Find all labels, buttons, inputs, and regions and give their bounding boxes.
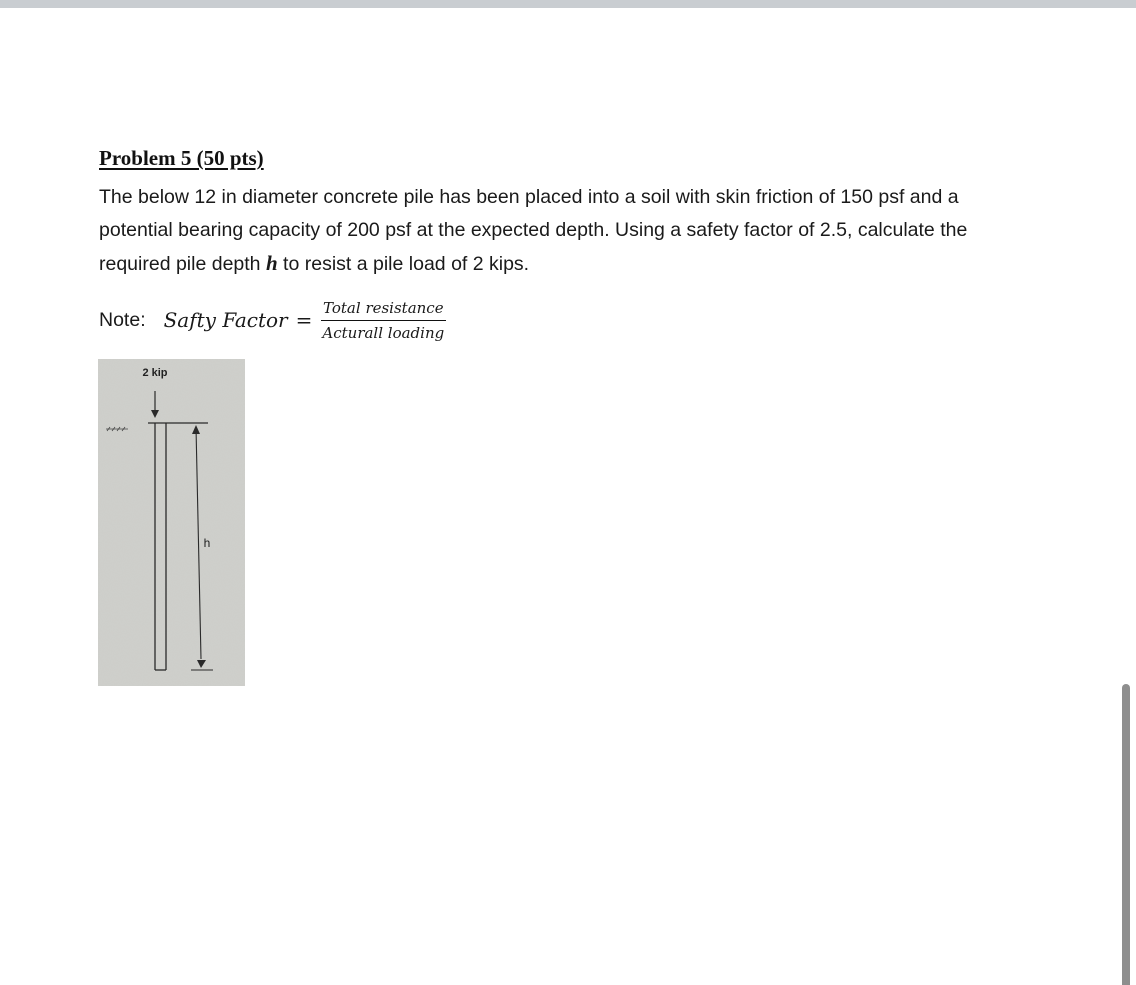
formula-equals: =: [295, 308, 313, 332]
top-toolbar-strip: [0, 0, 1136, 8]
scrollbar-thumb[interactable]: [1122, 684, 1130, 985]
paper-texture: [98, 359, 245, 686]
safety-factor-note: [99, 294, 446, 346]
formula-fraction: [320, 298, 446, 343]
formula-lhs: Safty Factor: [163, 308, 288, 332]
formula-numerator: Total resistance: [321, 298, 446, 321]
problem-statement: [99, 181, 1009, 281]
depth-label: h: [203, 536, 211, 550]
pile-diagram: [98, 359, 245, 686]
note-label: Note:: [99, 308, 146, 331]
problem-text-part2: to resist a pile load of 2 kips.: [277, 253, 530, 275]
pile-depth-variable: h: [265, 251, 278, 275]
problem-text-part1: The below 12 in diameter concrete pile has been placed into a soil with skin friction of 150 psf and a potential bearing capacity of 200 psf at the expected depth. Using a safety factor of 2.5, calculate the required pile depth: [99, 186, 968, 275]
formula-denominator: Acturall loading: [322, 323, 445, 342]
load-label: 2 kip: [142, 367, 168, 379]
problem-title: Problem 5 (50 pts): [99, 146, 264, 170]
